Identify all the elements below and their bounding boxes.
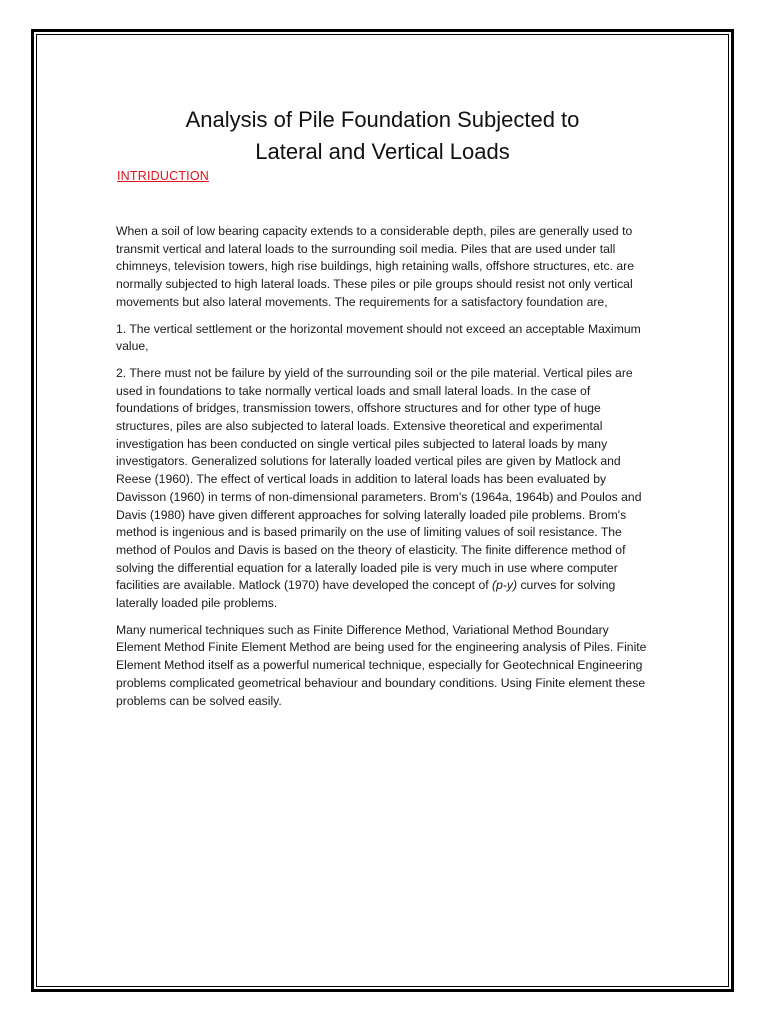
paragraph-requirement-2 bbox=[116, 365, 656, 613]
section-heading-introduction: INTRIDUCTION bbox=[117, 169, 209, 183]
title-line-1: Analysis of Pile Foundation Subjected to bbox=[185, 107, 580, 132]
body-text bbox=[116, 223, 656, 719]
paragraph-requirement-1: 1. The vertical settlement or the horizontal movement should not exceed an acceptable Maximum value, bbox=[116, 321, 641, 354]
paragraph-numerical-techniques: Many numerical techniques such as Finite Difference Method, Variational Method Boundary Element Method Finite Element Method are being used for the engineering analysis of Piles. Finite Element Method itself as a powerful numerical technique, especially for Geotechnical Engineering problems complicated geometrical behaviour and boundary conditions. Using Finite element these problems can be solved easily. bbox=[116, 622, 647, 708]
py-curve-term: (p-y) bbox=[492, 578, 518, 593]
title-line-2: Lateral and Vertical Loads bbox=[255, 139, 510, 164]
paragraph-requirement-2-text: 2. There must not be failure by yield of the surrounding soil or the pile material. Vertical piles are used in foundations to take normally vertical loads and small lateral loads. In the case of foundations of bridges, transmission towers, offshore structures and for other type of huge structures, piles are also subjected to lateral loads. Extensive theoretical and experimental investigation has been conducted on single vertical piles subjected to lateral loads by many investigators. Generalized solutions for laterally loaded vertical piles are given by Matlock and Reese (1960). The effect of vertical loads in addition to lateral loads has been evaluated by Davisson (1960) in terms of non-dimensional parameters. Brom’s (1964a, 1964b) and Poulos and Davis (1980) have given different approaches for solving laterally loaded pile problems. Brom's method is ingenious and is based primarily on the use of limiting values of soil resistance. The method of Poulos and Davis is based on the theory of elasticity. The finite difference method of solving the differential equation for a laterally loaded pile is very much in use where computer facilities are available. Matlock (1970) have developed the concept of bbox=[116, 365, 642, 593]
paragraph-requirement-2-end: curves for solving laterally loaded pile problems. bbox=[116, 578, 616, 611]
paragraph-intro: When a soil of low bearing capacity extends to a considerable depth, piles are generally used to transmit vertical and lateral loads to the surrounding soil media. Piles that are used under tall chimneys, television towers, high rise buildings, high retaining walls, offshore structures, etc. are normally subjected to high lateral loads. These piles or pile groups should resist not only vertical movements but also lateral movements. The requirements for a satisfactory foundation are, bbox=[116, 224, 634, 309]
document-title bbox=[36, 104, 729, 168]
